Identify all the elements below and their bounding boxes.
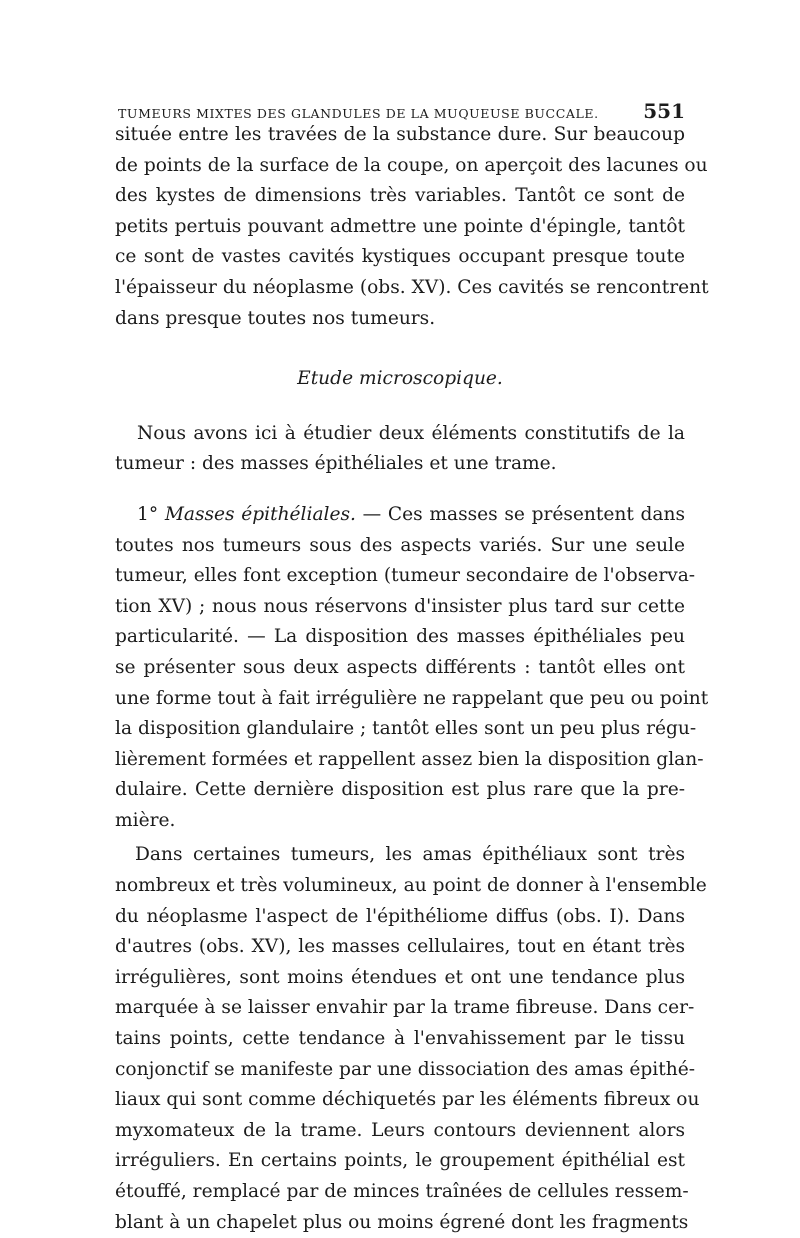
text-line: blant à un chapelet plus ou moins égrené dont les fragments bbox=[115, 1211, 689, 1233]
text-line: dulaire. Cette dernière disposition est plus rare que la pre- bbox=[115, 779, 685, 801]
text-line-lead bbox=[115, 500, 685, 531]
text-line: irréguliers. En certains points, le groupement épithélial est bbox=[115, 1150, 685, 1172]
body-text bbox=[115, 120, 709, 1238]
paragraph-4 bbox=[115, 840, 707, 1238]
text-line: située entre les travées de la substance dure. Sur beaucoup bbox=[115, 124, 685, 145]
item-number: 1° bbox=[137, 503, 159, 525]
running-head bbox=[115, 96, 685, 123]
lead-text: — Ces masses se présentent dans bbox=[362, 503, 686, 525]
text-line: tion XV) ; nous nous réservons d'insister plus tard sur cette bbox=[115, 595, 685, 617]
text-line: une forme tout à fait irrégulière ne rappelant que peu ou point bbox=[115, 687, 709, 709]
subsection-title: Masses épithéliales. bbox=[164, 503, 356, 525]
text-line: myxomateux de la trame. Leurs contours deviennent alors bbox=[115, 1119, 685, 1141]
text-line: mière. bbox=[115, 809, 176, 831]
text-line: Nous avons ici à étudier deux éléments constitutifs de la bbox=[137, 422, 685, 444]
page-number: 551 bbox=[643, 99, 685, 123]
text-line: particularité. — La disposition des masses épithéliales peu bbox=[115, 626, 685, 648]
text-line: tains points, cette tendance à l'envahissement par le tissu bbox=[115, 1028, 685, 1050]
paragraph-3 bbox=[115, 500, 709, 837]
text-line: de points de la surface de la coupe, on aperçoit des lacunes ou bbox=[115, 154, 708, 176]
text-line: étouffé, remplacé par de minces traînées de cellules ressem- bbox=[115, 1181, 689, 1202]
section-heading: Etude microscopique. bbox=[297, 368, 503, 390]
paragraph-1 bbox=[115, 120, 709, 334]
text-line: nombreux et très volumineux, au point de donner à l'ensemble bbox=[115, 875, 707, 897]
text-line: Dans certaines tumeurs, les amas épithéliaux sont très bbox=[135, 844, 685, 866]
text-line: irrégulières, sont moins étendues et ont une tendance plus bbox=[115, 966, 685, 988]
book-page bbox=[115, 96, 709, 1238]
text-line: l'épaisseur du néoplasme (obs. XV). Ces cavités se rencontrent bbox=[115, 276, 709, 298]
text-line: lièrement formées et rappellent assez bien la disposition glan- bbox=[115, 748, 704, 770]
text-line: se présenter sous deux aspects différents : tantôt elles ont bbox=[115, 656, 685, 678]
text-line: des kystes de dimensions très variables. Tantôt ce sont de bbox=[115, 185, 685, 207]
running-head-title: TUMEURS MIXTES DES GLANDULES DE LA MUQUEUSE BUCCALE. bbox=[118, 106, 599, 121]
text-line: petits pertuis pouvant admettre une pointe d'épingle, tantôt bbox=[115, 215, 685, 237]
text-line: ce sont de vastes cavités kystiques occupant presque toute bbox=[115, 246, 685, 268]
text-line: la disposition glandulaire ; tantôt elles sont un peu plus régu- bbox=[115, 718, 697, 740]
text-line: conjonctif se manifeste par une dissociation des amas épithé- bbox=[115, 1058, 695, 1080]
text-line: tumeur, elles font exception (tumeur secondaire de l'observa- bbox=[115, 565, 696, 587]
text-line: toutes nos tumeurs sous des aspects variés. Sur une seule bbox=[115, 534, 685, 556]
text-line: tumeur : des masses épithéliales et une trame. bbox=[115, 453, 557, 475]
text-line: du néoplasme l'aspect de l'épithéliome diffus (obs. I). Dans bbox=[115, 905, 685, 927]
text-line: d'autres (obs. XV), les masses cellulaires, tout en étant très bbox=[115, 936, 685, 958]
text-line: liaux qui sont comme déchiquetés par les éléments fibreux ou bbox=[115, 1089, 700, 1111]
paragraph-gap bbox=[115, 480, 685, 500]
paragraph-2 bbox=[115, 419, 685, 480]
text-line: dans presque toutes nos tumeurs. bbox=[115, 307, 436, 329]
text-line: marquée à se laisser envahir par la trame fibreuse. Dans cer- bbox=[115, 997, 695, 1019]
